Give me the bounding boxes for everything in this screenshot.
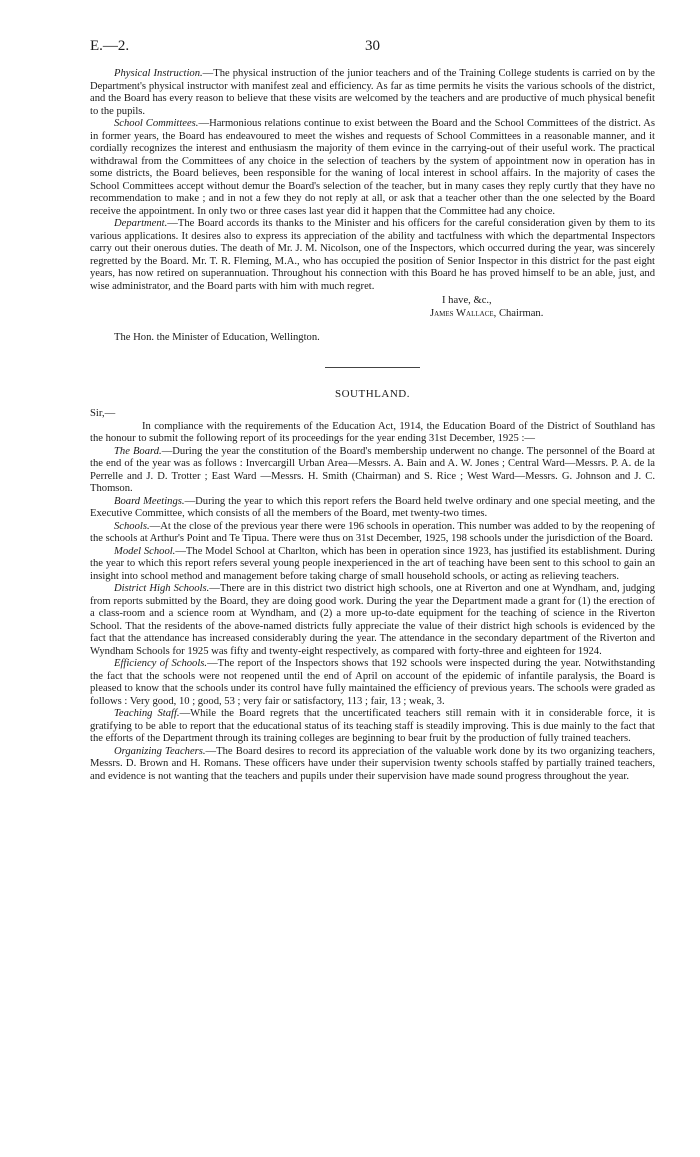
paragraph-heading: Efficiency of Schools. [114, 658, 208, 669]
paragraph-text: —During the year the constitution of the Board's membership underwent no change. The personnel of the Board at the end of the year was as follows : Invercargill Urban Area—Messrs. A. Bain and A. W. Jones ; Central Ward—Messrs. P. A. de la Perrelle and J. D. Trotter ; East Ward —Messrs. H. Smith (Chairman) and S. Rice ; West Ward—Messrs. G. Johnson and J. C. Thomson. [90, 445, 656, 494]
paragraph-text: —While the Board regrets that the uncertificated teachers still remain with it in considerable force, it is gratifying to be able to report that the educational status of its teaching staff is steadily improving. This is due mainly to the fact that the efforts of the Department through its training colleges are beginning to bear fruit by the production of fully trained teachers. [90, 708, 655, 744]
paragraph-efficiency-of-schools [90, 658, 655, 708]
intro-paragraph: In compliance with the requirements of the Education Act, 1914, the Education Board of the District of Southland has the honour to submit the following report of its proceedings for the year ending 31st December, 1925 :— [90, 420, 655, 444]
addressee-line: The Hon. the Minister of Education, Wellington. [114, 332, 320, 343]
signature-block [90, 295, 655, 320]
paragraph-teaching-staff [90, 708, 655, 746]
paragraph-text: —The Board desires to record its appreciation of the valuable work done by its two organizing teachers, Messrs. D. Brown and H. Romans. These officers have under their supervision twenty schools staffed by partially trained teachers, and evidence is not wanting that the teachers and pupils under their supervision have made sound progress throughout the year. [90, 745, 655, 782]
signatory-title: , Chairman. [493, 307, 544, 319]
paragraph-physical-instruction [90, 68, 655, 118]
paragraph-text: —The report of the Inspectors shows that 192 schools were inspected during the year. Notwithstanding the fact that the schools were not reopened until the end of April on account of the epidemic of infantile paralysis, the Board is pleased to know that the schools under its control have fully maintained the efficiency of previous years. The schools were graded as follows : Very good, 10 ; good, 53 ; very fair or satisfactory, 113 ; fair, 13 ; weak, 3. [90, 658, 655, 707]
paragraph-district-high-schools [90, 583, 655, 658]
paragraph-heading: Schools. [114, 520, 150, 532]
region-title: SOUTHLAND. [335, 387, 410, 400]
paragraph-heading: Teaching Staff. [114, 708, 180, 719]
paragraph-heading: Physical Instruction. [114, 68, 203, 79]
paragraph-heading: School Committees. [114, 118, 199, 129]
paragraph-heading: Organizing Teachers. [114, 745, 206, 757]
section-divider [325, 367, 420, 368]
paragraph-text: —The Model School at Charlton, which has been in operation since 1923, has justified its establishment. During the year to which this report refers several young people inexperienced in the art of teaching have been sent to this school to gain an insight into school method and management before taking charge of small household schools, or acting as relieving teachers. [90, 545, 655, 582]
paragraph-the-board [90, 446, 655, 496]
paragraph-schools [90, 521, 655, 546]
paragraph-model-school [90, 546, 655, 584]
report-reference: E.—2. [90, 38, 130, 54]
paragraph-heading: Board Meetings. [114, 495, 185, 507]
page-number: 30 [365, 38, 380, 54]
signature-line [430, 308, 655, 321]
paragraph-heading: District High Schools. [114, 583, 210, 594]
paragraph-board-meetings [90, 496, 655, 521]
paragraph-text: —During the year to which this report refers the Board held twelve ordinary and one special meeting, and the Executive Committee, which consists of all the members of the Board, met twenty-two times. [90, 495, 655, 519]
paragraph-school-committees [90, 118, 655, 218]
paragraph-organizing-teachers [90, 746, 655, 784]
page-header [90, 38, 655, 58]
paragraph-text: —The Board accords its thanks to the Minister and his officers for the careful consideration given by them to its various applications. It desires also to express its appreciation of the ability and tactfulness with which the departmental Inspectors carry out their onerous duties. The death of Mr. J. M. Nicolson, one of the Inspectors, which occurred during the year, was sincerely regretted by the Board. Mr. T. R. Fleming, M.A., who has occupied the position of Senior Inspector in this district for the past eight years, has now retired on superannuation. Throughout his connection with this Board he has proved himself to be an able, just, and wise administrator, and the Board parts with him with much regret. [90, 218, 655, 292]
paragraph-heading: Model School. [114, 545, 176, 557]
signature-closing: I have, &c., [442, 295, 492, 306]
salutation: Sir,— [90, 408, 116, 419]
paragraph-heading: The Board. [114, 445, 162, 457]
paragraph-text: —At the close of the previous year there were 196 schools in operation. This number was added to by the reopening of the schools at Arthur's Point and Te Tipua. There were thus on 31st December, 1925, 198 schools under the jurisdiction of the Board. [90, 520, 655, 544]
paragraph-heading: Department. [114, 218, 168, 229]
page-body [90, 68, 655, 783]
paragraph-text: —Harmonious relations continue to exist between the Board and the School Committees of the district. As in former years, the Board has endeavoured to meet the wishes and requests of School Committees in a reasonable manner, and it cordially recognizes the interest and enthusiasm the majority of them evince in the carrying-out of their useful work. The practical withdrawal from the Committees of any choice in the selection of teachers by the system of appointment now in operation has in some districts, the Board believes, been responsible for the waning of local interest in school affairs. In the majority of cases the School Committees accept without demur the Board's selection of the teacher, but in many cases they reply curtly that they have no recommendation to make ; and in not a few they do not reply at all, or ask that a teacher other than the one selected by the Board receive the appointment. In only two or three cases last year did it happen that the Committee had any choice. [90, 118, 655, 217]
paragraph-department [90, 218, 655, 293]
paragraph-text: —There are in this district two district high schools, one at Riverton and one at Wyndham, and, judging from reports submitted by the Board, they are doing good work. During the year the Department made a grant for (1) the erection of a class-room and a science room at Wyndham, and (2) a more up-to-date equipment for the teaching of science in the Riverton School. That the residents of the above-named districts fully appreciate the value of their district high schools is evidenced by the fact that the attendance has increased considerably during the year. The attendance in the secondary department of the Riverton and Wyndham Schools for 1925 was fifty and twenty-eight respectively, as compared with forty-three and eighteen for 1924. [90, 583, 656, 657]
paragraph-text: —The physical instruction of the junior teachers and of the Training College students is carried on by the Department's physical instructor with manifest zeal and efficiency. As far as time permits he visits the various schools of the district, and the Board has every reason to believe that these visits are welcomed by the teachers and are productive of much physical benefit to the pupils. [90, 68, 655, 117]
signatory-name: James Wallace [430, 307, 494, 319]
